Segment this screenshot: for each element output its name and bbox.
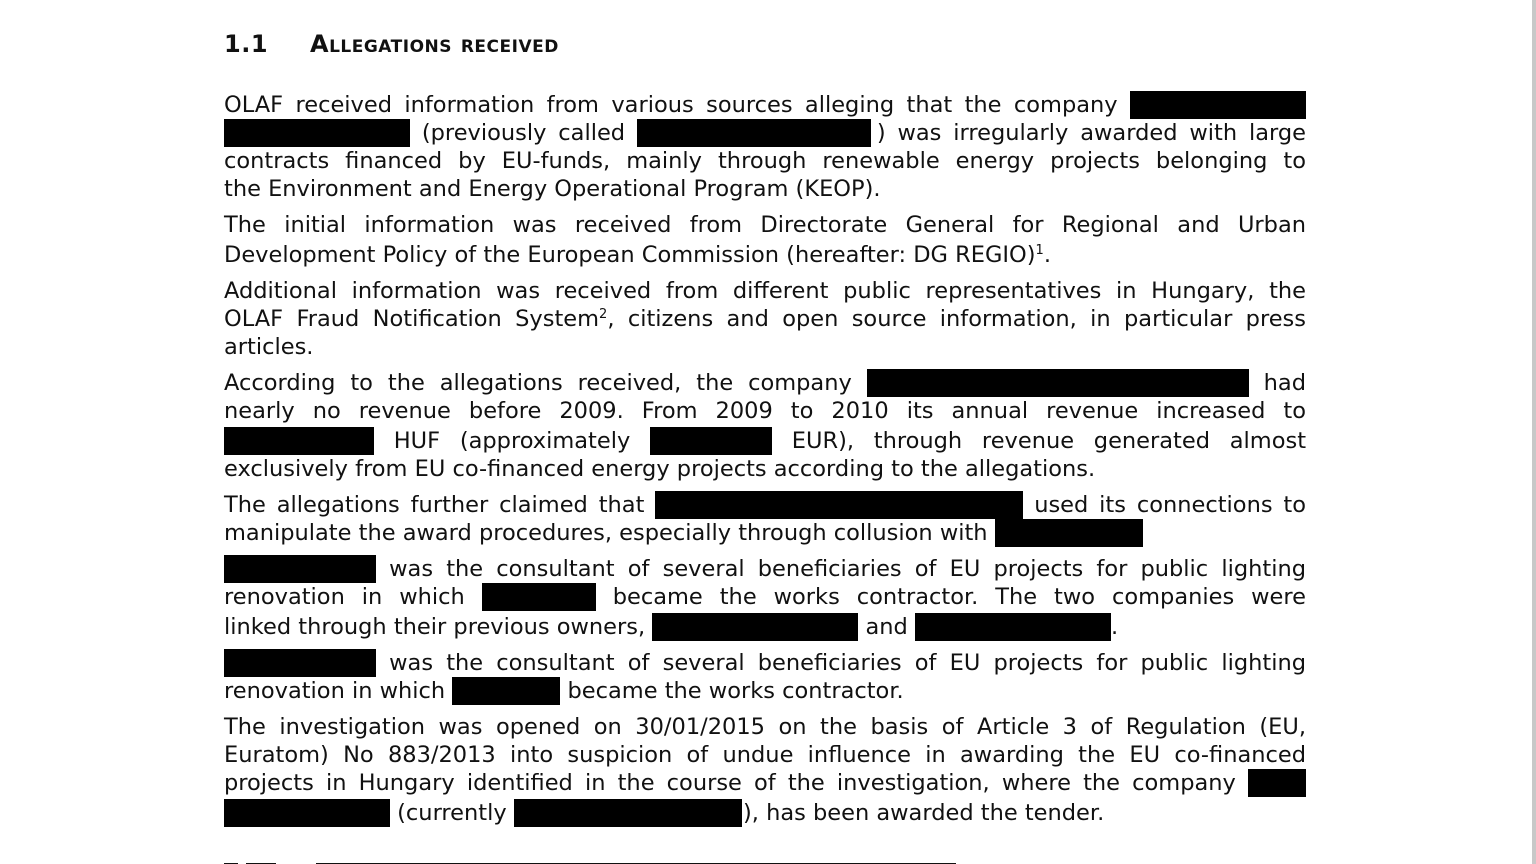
- paragraph-line: was the consultant of several beneficiaries of EU projects for public lighting: [224, 554, 1306, 584]
- redaction-block: [452, 677, 560, 705]
- redaction-block: [637, 119, 871, 147]
- paragraph-line: nearly no revenue before 2009. From 2009 to 2010 its annual revenue increased to: [224, 398, 1306, 424]
- paragraph-line: articles.: [224, 334, 314, 360]
- paragraph-line: (currently ), has been awarded the tender.: [224, 798, 1306, 828]
- paragraph-line: contracts financed by EU-funds, mainly through renewable energy projects belonging to: [224, 148, 1306, 174]
- redaction-block: [995, 519, 1143, 547]
- redaction-block: [224, 119, 410, 147]
- paragraph-line: exclusively from EU co-financed energy projects according to the allegations.: [224, 456, 1096, 482]
- page-edge: [1532, 0, 1536, 864]
- paragraph-line: was the consultant of several beneficiaries of EU projects for public lighting: [224, 648, 1306, 678]
- paragraph-line: renovation in which became the works contractor. The two companies were: [224, 584, 1307, 610]
- paragraph-line: The allegations further claimed that used its connections to: [224, 492, 1307, 518]
- section-heading: [224, 30, 559, 58]
- redaction-block: [224, 799, 390, 827]
- paragraph-line: manipulate the award procedures, especially through collusion with: [224, 518, 1306, 548]
- redaction-block: [867, 369, 1249, 397]
- footnote-marker[interactable]: 2: [599, 307, 608, 322]
- paragraph-line: Euratom) No 883/2013 into suspicion of undue influence in awarding the EU co-financed: [224, 742, 1306, 768]
- paragraph-line: (previously called ) was irregularly awarded with large: [224, 118, 1306, 148]
- next-heading-clipped: [224, 856, 974, 864]
- paragraph-line: projects in Hungary identified in the course of the investigation, where the company: [224, 768, 1306, 798]
- redaction-block: [514, 799, 742, 827]
- redaction-block: [1130, 91, 1306, 119]
- paragraph-line: renovation in which became the works contractor.: [224, 678, 904, 704]
- paragraph-line: The initial information was received from Directorate General for Regional and Urban: [224, 212, 1306, 238]
- section-title: Allegations received: [310, 30, 559, 58]
- section-number: 1.1: [224, 30, 269, 58]
- redaction-block: [655, 491, 1023, 519]
- footnote-marker[interactable]: 1: [1035, 243, 1044, 258]
- paragraph-line: Development Policy of the European Commission (hereafter: DG REGIO)$^1$.: [224, 242, 1051, 268]
- redaction-block: [652, 613, 858, 641]
- paragraph-line: OLAF received information from various sources alleging that the company: [224, 90, 1306, 120]
- redaction-block: [650, 427, 772, 455]
- redaction-block: [915, 613, 1111, 641]
- paragraph-line: The investigation was opened on 30/01/2015 on the basis of Article 3 of Regulation (EU,: [224, 714, 1306, 740]
- paragraph-line: the Environment and Energy Operational Program (KEOP).: [224, 176, 881, 202]
- paragraph-line: HUF (approximately EUR), through revenue generated almost: [224, 426, 1306, 456]
- paragraph-line: OLAF Fraud Notification System$^2$, citizens and open source information, in particular press: [224, 306, 1306, 332]
- redaction-block: [224, 427, 374, 455]
- redaction-block: [224, 649, 376, 677]
- paragraph-line: According to the allegations received, the company had: [224, 370, 1307, 396]
- redaction-block: [1248, 769, 1306, 797]
- redaction-block: [482, 583, 596, 611]
- paragraph-line: Additional information was received from different public representatives in Hungary, the: [224, 278, 1306, 304]
- redaction-block: [224, 555, 376, 583]
- paragraph-line: linked through their previous owners, and .: [224, 614, 1119, 640]
